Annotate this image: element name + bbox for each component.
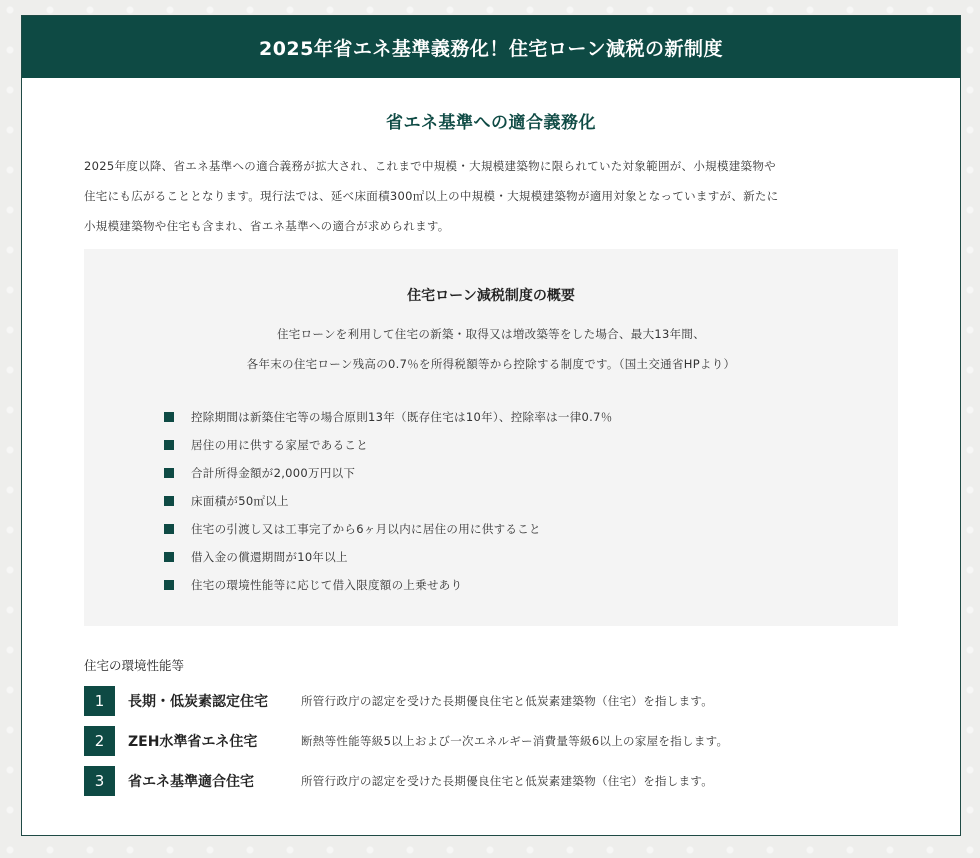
number-badge: 3 — [84, 766, 115, 796]
square-bullet-icon — [164, 496, 174, 506]
environment-list — [84, 686, 728, 806]
intro-line: 住宅にも広がることとなります。現行法では、延べ床面積300㎡以上の中規模・大規模建築物が適用対象となっていますが、新たに — [84, 189, 779, 203]
square-bullet-icon — [164, 440, 174, 450]
condition-item — [164, 431, 898, 459]
square-bullet-icon — [164, 524, 174, 534]
environment-item — [84, 766, 728, 796]
condition-text: 借入金の償還期間が10年以上 — [191, 550, 348, 564]
square-bullet-icon — [164, 412, 174, 422]
condition-text: 合計所得金額が2,000万円以下 — [191, 466, 356, 480]
environment-item — [84, 686, 728, 716]
page-title-banner — [22, 16, 960, 78]
page-title: 2025年省エネ基準義務化！住宅ローン減税の新制度 — [258, 37, 723, 60]
content-card — [21, 15, 961, 836]
number-badge: 1 — [84, 686, 115, 716]
condition-item — [164, 571, 898, 599]
condition-text: 床面積が50㎡以上 — [191, 494, 289, 508]
condition-text: 住宅の引渡し又は工事完了から6ヶ月以内に居住の用に供すること — [191, 522, 541, 536]
environment-item-description: 断熱等性能等級5以上および一次エネルギー消費量等級6以上の家屋を指します。 — [301, 734, 729, 748]
intro-line: 2025年度以降、省エネ基準への適合義務が拡大され、これまで中規模・大規模建築物に限られていた対象範囲が、小規模建築物や — [84, 159, 776, 173]
environment-item — [84, 726, 728, 756]
condition-item — [164, 515, 898, 543]
overview-box — [84, 249, 898, 626]
intro-line: 小規模建築物や住宅も含まれ、省エネ基準への適合が求められます。 — [84, 219, 450, 233]
intro-paragraph — [84, 151, 898, 241]
condition-text: 控除期間は新築住宅等の場合原則13年（既存住宅は10年）、控除率は一律0.7％ — [191, 410, 613, 424]
square-bullet-icon — [164, 580, 174, 590]
overview-line: 各年末の住宅ローン残高の0.7％を所得税額等から控除する制度です。（国土交通省HPより） — [246, 357, 736, 371]
condition-item — [164, 459, 898, 487]
condition-text: 居住の用に供する家屋であること — [191, 438, 368, 452]
environment-item-name: 長期・低炭素認定住宅 — [128, 694, 268, 710]
overview-line: 住宅ローンを利用して住宅の新築・取得又は増改築等をした場合、最大13年間、 — [277, 327, 705, 341]
square-bullet-icon — [164, 468, 174, 478]
environment-item-description: 所管行政庁の認定を受けた長期優良住宅と低炭素建築物（住宅）を指します。 — [301, 774, 714, 788]
section-title: 省エネ基準への適合義務化 — [386, 113, 596, 133]
environment-item-name: 省エネ基準適合住宅 — [128, 774, 254, 790]
overview-title: 住宅ローン減税制度の概要 — [407, 288, 575, 304]
conditions-list — [164, 403, 898, 599]
condition-item — [164, 487, 898, 515]
condition-item — [164, 403, 898, 431]
condition-item — [164, 543, 898, 571]
square-bullet-icon — [164, 552, 174, 562]
overview-description — [84, 319, 898, 379]
number-badge: 2 — [84, 726, 115, 756]
environment-item-description: 所管行政庁の認定を受けた長期優良住宅と低炭素建築物（住宅）を指します。 — [301, 694, 714, 708]
condition-text: 住宅の環境性能等に応じて借入限度額の上乗せあり — [191, 578, 463, 592]
environment-heading: 住宅の環境性能等 — [84, 658, 185, 673]
environment-item-name: ZEH水準省エネ住宅 — [128, 734, 258, 750]
